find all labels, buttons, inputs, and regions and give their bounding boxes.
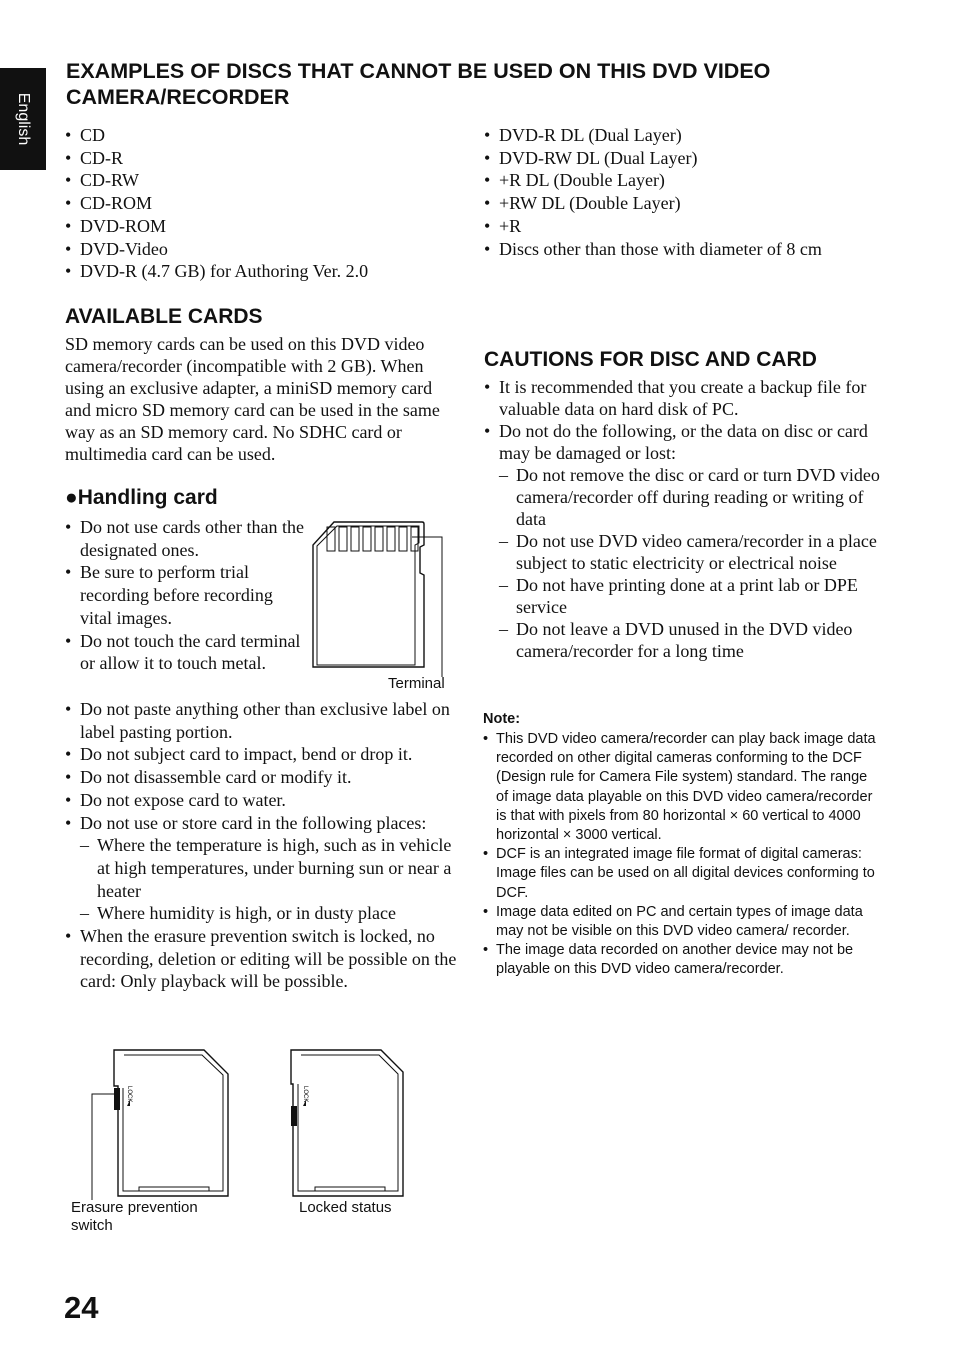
list-item: • DVD-ROM [65, 215, 465, 238]
list-item: • When the erasure prevention switch is locked, no recording, deletion or editing will be possible on the card: Only playback will be possible. [65, 925, 457, 993]
list-item: • The image data recorded on another device may not be playable on this DVD video camera/recorder. [483, 941, 883, 979]
list-item: • It is recommended that you create a backup file for valuable data on hard disk of PC. [484, 376, 884, 420]
cautions-sub-list [499, 464, 884, 662]
list-item: – Do not use DVD video camera/recorder in a place subject to static electricity or electrical noise [499, 530, 884, 574]
list-item: • Do not touch the card terminal or allow it to touch metal. [65, 630, 305, 675]
list-item: • +R [484, 215, 904, 238]
handling-card-heading: ●Handling card [65, 486, 218, 509]
language-tab-label: English [15, 92, 32, 146]
sd-card-locked-figure [285, 1048, 415, 1203]
list-item: • Do not expose card to water. [65, 789, 457, 812]
page-title: EXAMPLES OF DISCS THAT CANNOT BE USED ON THIS DVD VIDEO CAMERA/RECORDER [66, 59, 771, 109]
list-item: • DVD-RW DL (Dual Layer) [484, 147, 904, 170]
list-item: • Discs other than those with diameter of 8 cm [484, 238, 904, 261]
list-item: • DVD-R (4.7 GB) for Authoring Ver. 2.0 [65, 260, 465, 283]
cautions-heading: CAUTIONS FOR DISC AND CARD [484, 348, 817, 371]
handling-list-top [65, 516, 305, 675]
list-item: • CD-R [65, 147, 465, 170]
list-item: • This DVD video camera/recorder can play back image data recorded on other digital cameras conforming to the DCF (Design rule for Camera File system) standard. The range of image data playable on this DVD video camera/recorder is that with pixels from 80 horizontal × 60 vertical to 4000 horizontal × 3000 vertical. [483, 730, 883, 845]
list-item: – Do not remove the disc or card or turn DVD video camera/recorder off during reading or writing of data [499, 464, 884, 530]
disc-list-right [484, 124, 904, 260]
sd-card-unlocked-figure [72, 1048, 242, 1203]
places-list [80, 834, 457, 925]
list-item: – Do not have printing done at a print lab or DPE service [499, 574, 884, 618]
list-item: • Do not subject card to impact, bend or drop it. [65, 743, 457, 766]
list-item: – Where humidity is high, or in dusty place [80, 902, 457, 925]
list-item: • CD-RW [65, 169, 465, 192]
list-item: • Do not use cards other than the designated ones. [65, 516, 305, 561]
bullet-dot-icon: ● [65, 486, 78, 509]
list-item: • +RW DL (Double Layer) [484, 192, 904, 215]
cautions-list [484, 376, 884, 662]
note-list [483, 730, 883, 980]
list-item: • Be sure to perform trial recording before recording vital images. [65, 561, 305, 629]
lock-label: LOCK [126, 1086, 132, 1103]
list-item: • Do not use or store card in the following places: – Where the temperature is high, such as in vehicle at high temperatures, under burning sun or near a heater – Where humidity is high, or in dusty place [65, 812, 457, 926]
list-item: • DCF is an integrated image file format of digital cameras: Image files can be used on all digital devices conforming to DCF. [483, 845, 883, 903]
page-number: 24 [64, 1290, 99, 1325]
available-cards-text: SD memory cards can be used on this DVD video camera/recorder (incompatible with 2 GB). When using an exclusive adapter, a miniSD memory card and micro SD memory card can be used in the same way as an SD memory card. No SDHC card or multimedia card can be used. [65, 334, 440, 464]
note-heading: Note: [483, 711, 521, 727]
list-item: • Image data edited on PC and certain types of image data may not be visible on this DVD video camera/ recorder. [483, 903, 883, 941]
handling-list-bottom [65, 698, 457, 993]
available-cards-heading: AVAILABLE CARDS [65, 305, 263, 328]
list-item: • +R DL (Double Layer) [484, 169, 904, 192]
list-item: • DVD-Video [65, 238, 465, 261]
lock-label: LOCK [302, 1086, 308, 1103]
disc-list-left [65, 124, 465, 283]
list-item: – Where the temperature is high, such as in vehicle at high temperatures, under burning sun or near a heater [80, 834, 457, 902]
list-item: • CD-ROM [65, 192, 465, 215]
language-tab [0, 68, 46, 170]
erasure-switch-label: Erasure prevention switch [71, 1199, 198, 1234]
terminal-label: Terminal [388, 675, 445, 692]
list-item: • Do not do the following, or the data on disc or card may be damaged or lost: – Do not remove the disc or card or turn DVD video camera/recorder off during reading or writing of data – Do not use DVD video camera/recorder in a place subject to static electricity or electrical noise – Do not have printing done at a print lab or DPE service – Do not leave a DVD unused in the DVD video camera/recorder for a long time [484, 420, 884, 662]
list-item: – Do not leave a DVD unused in the DVD video camera/recorder for a long time [499, 618, 884, 662]
locked-status-label: Locked status [299, 1199, 392, 1216]
list-item: • Do not disassemble card or modify it. [65, 766, 457, 789]
list-item: • DVD-R DL (Dual Layer) [484, 124, 904, 147]
list-item: • Do not paste anything other than exclusive label on label pasting portion. [65, 698, 457, 743]
list-item: • CD [65, 124, 465, 147]
